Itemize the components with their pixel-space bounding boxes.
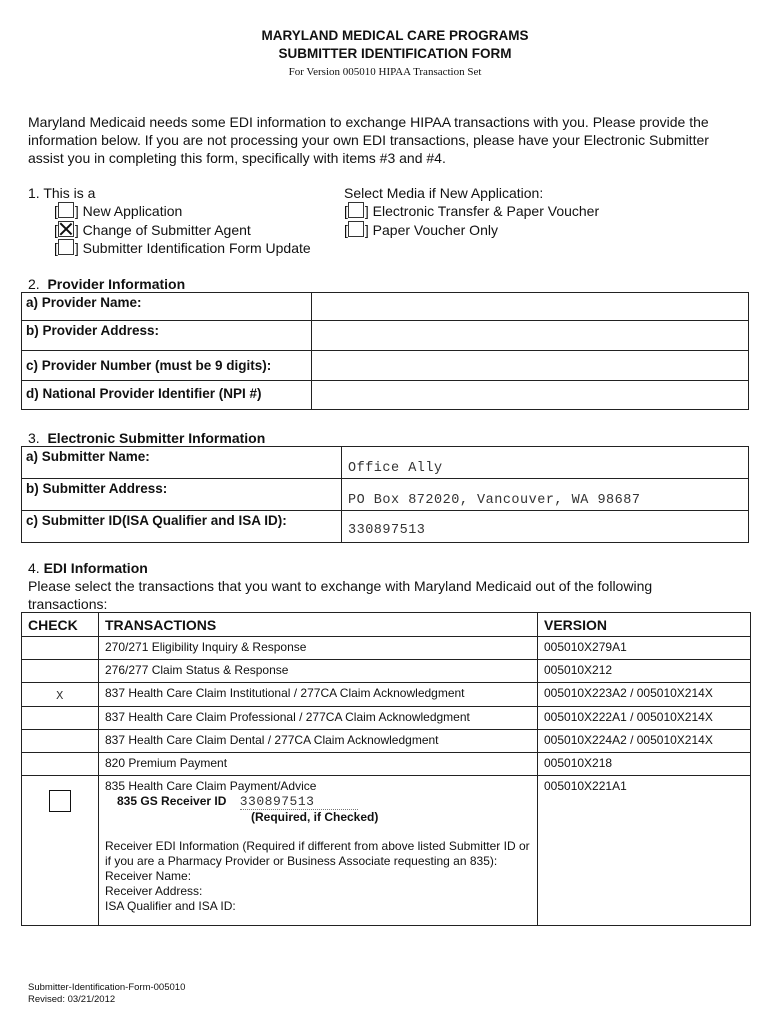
section-title: Provider Information bbox=[47, 276, 186, 292]
submitter-name-label: a) Submitter Name: bbox=[22, 447, 342, 479]
option-label: Change of Submitter Agent bbox=[82, 222, 251, 238]
footer-revised: Revised: 03/21/2012 bbox=[28, 994, 116, 1005]
section-number: 3. bbox=[28, 430, 40, 446]
section-title: Electronic Submitter Information bbox=[47, 430, 266, 446]
receiver-name-label: Receiver Name: bbox=[105, 869, 192, 883]
submitter-id-label: c) Submitter ID(ISA Qualifier and ISA ID): bbox=[22, 511, 342, 543]
option-form-update[interactable]: [ ] Submitter Identification Form Update bbox=[54, 240, 311, 256]
transaction-version: 005010X212 bbox=[538, 660, 751, 683]
provider-address-label: b) Provider Address: bbox=[22, 321, 312, 351]
transaction-check-cell[interactable] bbox=[22, 730, 99, 753]
transaction-version: 005010X218 bbox=[538, 753, 751, 776]
transaction-version: 005010X222A1 / 005010X214X bbox=[538, 707, 751, 730]
transaction-check-cell[interactable] bbox=[22, 637, 99, 660]
table-row bbox=[22, 753, 751, 776]
form-subtitle: For Version 005010 HIPAA Transaction Set bbox=[288, 66, 482, 78]
section3-heading bbox=[28, 429, 265, 447]
gs-receiver-line bbox=[105, 794, 531, 810]
new-application-checkbox[interactable] bbox=[58, 202, 74, 218]
table-row bbox=[22, 730, 751, 753]
option-label: New Application bbox=[82, 203, 183, 219]
transaction-version: 005010X279A1 bbox=[538, 637, 751, 660]
transaction-name: 835 Health Care Claim Payment/Advice bbox=[105, 779, 317, 793]
column-header-transactions: TRANSACTIONS bbox=[99, 613, 538, 637]
transaction-check-cell[interactable] bbox=[22, 776, 99, 926]
835-checkbox[interactable] bbox=[49, 790, 71, 812]
provider-number-label: c) Provider Number (must be 9 digits): bbox=[22, 351, 312, 381]
provider-info-table bbox=[21, 292, 749, 410]
transaction-name: 270/271 Eligibility Inquiry & Response bbox=[99, 637, 538, 660]
intro-paragraph: Maryland Medicaid needs some EDI information to exchange HIPAA transactions with you. Please provide the information below. If you are not processing your own EDI transactions, please have your Electronic Submitter assist you in completing this form, specifically with items #3 and #4. bbox=[28, 114, 709, 166]
submitter-info-table bbox=[21, 446, 749, 543]
paper-voucher-checkbox[interactable] bbox=[348, 221, 364, 237]
section-title: EDI Information bbox=[43, 560, 148, 576]
column-header-version: VERSION bbox=[538, 613, 751, 637]
option-label: Electronic Transfer & Paper Voucher bbox=[372, 203, 600, 219]
option-label: Submitter Identification Form Update bbox=[82, 240, 311, 256]
table-row bbox=[22, 637, 751, 660]
submitter-id-field[interactable]: 330897513 bbox=[342, 511, 749, 543]
transaction-name: 276/277 Claim Status & Response bbox=[99, 660, 538, 683]
option-change-submitter[interactable]: [ ] Change of Submitter Agent bbox=[54, 222, 251, 238]
receiver-info-text: Receiver EDI Information (Required if different from above listed Submitter ID or if you are a Pharmacy Provider or Business Associate requesting an 835): bbox=[105, 839, 530, 868]
transaction-check-cell[interactable]: X bbox=[22, 683, 99, 707]
column-header-check: CHECK bbox=[22, 613, 99, 637]
form-title-line2: SUBMITTER IDENTIFICATION FORM bbox=[278, 46, 512, 61]
submitter-name-field[interactable]: Office Ally bbox=[342, 447, 749, 479]
transaction-check-cell[interactable] bbox=[22, 707, 99, 730]
gs-receiver-id-field[interactable]: 330897513 bbox=[240, 794, 358, 810]
provider-name-label: a) Provider Name: bbox=[22, 293, 312, 321]
electronic-transfer-checkbox[interactable] bbox=[348, 202, 364, 218]
table-row-835 bbox=[22, 776, 751, 926]
transaction-name: 820 Premium Payment bbox=[99, 753, 538, 776]
submitter-address-field[interactable]: PO Box 872020, Vancouver, WA 98687 bbox=[342, 479, 749, 511]
media-heading: Select Media if New Application: bbox=[344, 185, 544, 201]
footer-form-id: Submitter-Identification-Form-005010 bbox=[28, 982, 186, 993]
section1-heading: 1. This is a bbox=[28, 185, 96, 201]
isa-label: ISA Qualifier and ISA ID: bbox=[105, 899, 236, 913]
transaction-check-cell[interactable] bbox=[22, 753, 99, 776]
transaction-name: 837 Health Care Claim Professional / 277CA Claim Acknowledgment bbox=[99, 707, 538, 730]
npi-label: d) National Provider Identifier (NPI #) bbox=[22, 381, 312, 410]
edi-transactions-table bbox=[21, 612, 751, 926]
receiver-address-label: Receiver Address: bbox=[105, 884, 203, 898]
transaction-version: 005010X224A2 / 005010X214X bbox=[538, 730, 751, 753]
transaction-version: 005010X223A2 / 005010X214X bbox=[538, 683, 751, 707]
table-row bbox=[22, 683, 751, 707]
transaction-check-cell[interactable] bbox=[22, 660, 99, 683]
media-option-paper[interactable]: [ ] Paper Voucher Only bbox=[344, 222, 498, 238]
form-title-line1: MARYLAND MEDICAL CARE PROGRAMS bbox=[261, 28, 529, 43]
transaction-name: 837 Health Care Claim Institutional / 277CA Claim Acknowledgment bbox=[99, 683, 538, 707]
section4-heading bbox=[28, 559, 148, 577]
section-number: 2. bbox=[28, 276, 40, 292]
section4-instructions: Please select the transactions that you want to exchange with Maryland Medicaid out of the following transactions: bbox=[28, 578, 653, 612]
media-option-electronic[interactable]: [ ] Electronic Transfer & Paper Voucher bbox=[344, 203, 600, 219]
transaction-835-cell bbox=[99, 776, 538, 926]
submitter-address-label: b) Submitter Address: bbox=[22, 479, 342, 511]
table-row bbox=[22, 660, 751, 683]
required-note: (Required, if Checked) bbox=[251, 810, 379, 824]
provider-number-field[interactable] bbox=[312, 351, 749, 381]
option-new-application[interactable]: [ ] New Application bbox=[54, 203, 183, 219]
required-note-line bbox=[105, 810, 531, 825]
table-row bbox=[22, 707, 751, 730]
transaction-version: 005010X221A1 bbox=[538, 776, 751, 926]
gs-receiver-label: 835 GS Receiver ID bbox=[117, 794, 227, 808]
form-update-checkbox[interactable] bbox=[58, 239, 74, 255]
change-submitter-checkbox[interactable] bbox=[58, 221, 74, 237]
section2-heading bbox=[28, 275, 185, 293]
npi-field[interactable] bbox=[312, 381, 749, 410]
option-label: Paper Voucher Only bbox=[372, 222, 498, 238]
transaction-name: 837 Health Care Claim Dental / 277CA Claim Acknowledgment bbox=[99, 730, 538, 753]
section-number: 4. bbox=[28, 560, 40, 576]
provider-name-field[interactable] bbox=[312, 293, 749, 321]
provider-address-field[interactable] bbox=[312, 321, 749, 351]
